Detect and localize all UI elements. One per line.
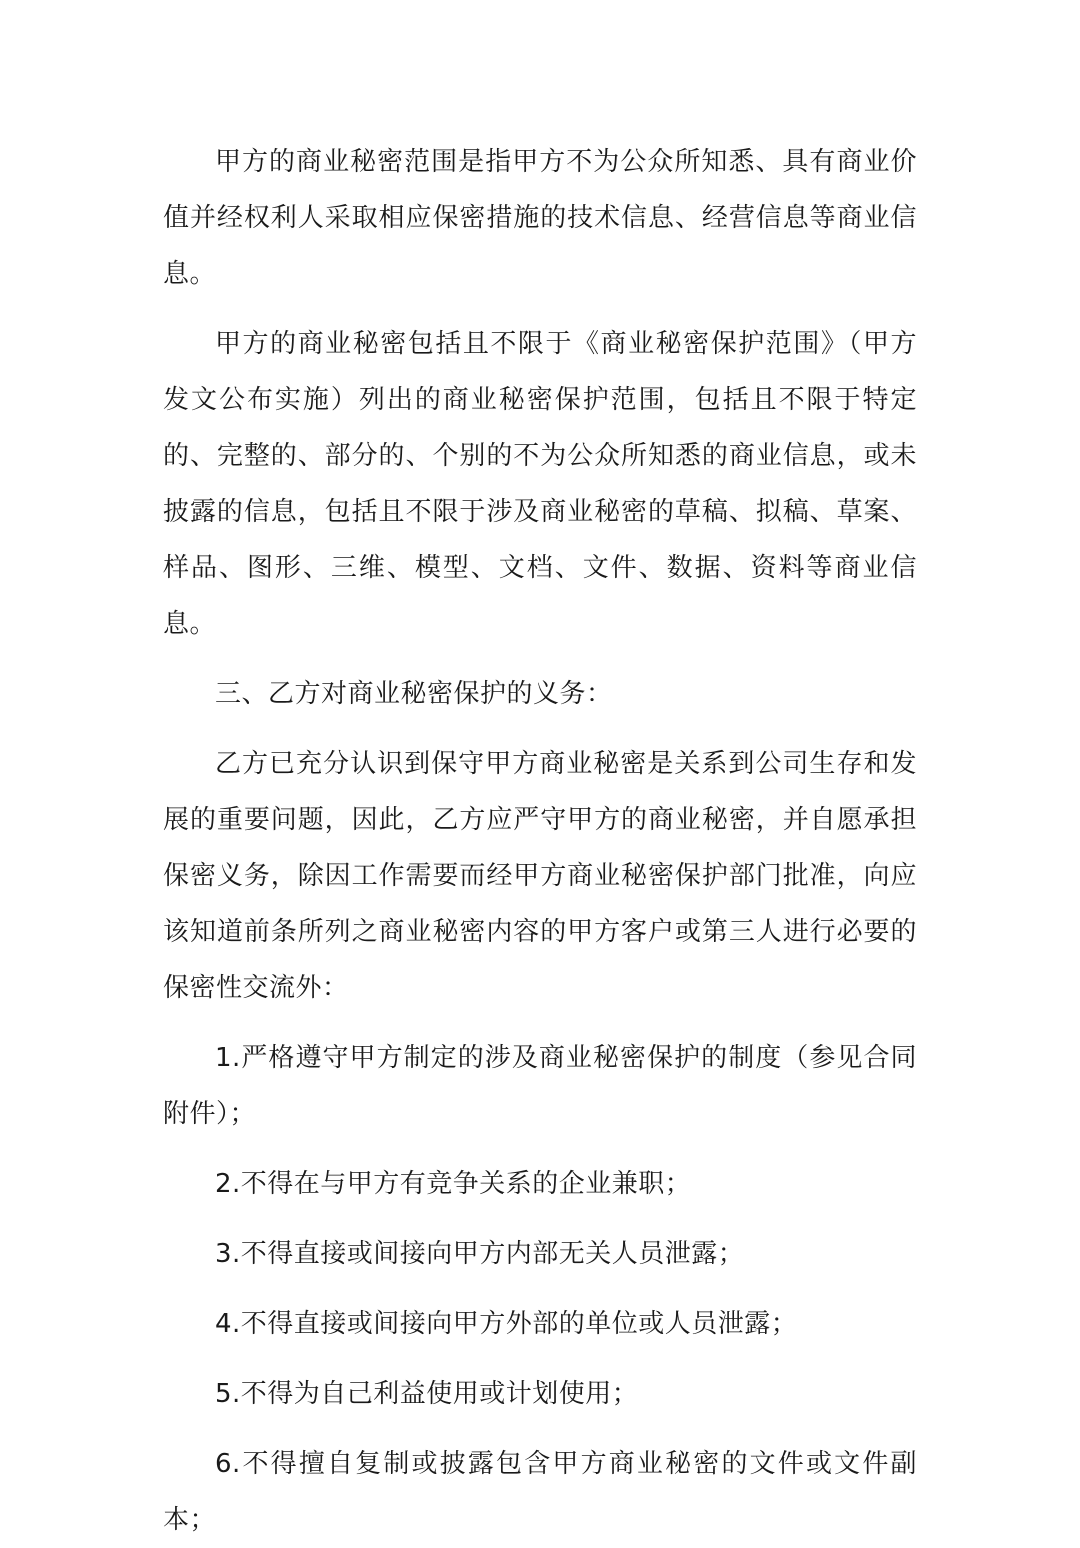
document-page <box>163 134 917 1548</box>
list-item-3: 3.不得直接或间接向甲方内部无关人员泄露； <box>215 1239 745 1269</box>
list-item-4: 4.不得直接或间接向甲方外部的单位或人员泄露； <box>215 1309 798 1339</box>
section-heading-obligations: 三、乙方对商业秘密保护的义务： <box>215 679 613 709</box>
list-item-2: 2.不得在与甲方有竞争关系的企业兼职； <box>215 1169 692 1199</box>
paragraph-scope-contents: 甲方的商业秘密包括且不限于《商业秘密保护范围》（甲方发文公布实施）列出的商业秘密保护范围，包括且不限于特定的、完整的、部分的、个别的不为公众所知悉的商业信息，或未披露的信息，包括且不限于涉及商业秘密的草稿、拟稿、草案、样品、图形、三维、模型、文档、文件、数据、资料等商业信息。 <box>163 329 917 639</box>
list-item-1: 1.严格遵守甲方制定的涉及商业秘密保护的制度（参见合同附件）； <box>163 1043 917 1129</box>
list-item-6: 6.不得擅自复制或披露包含甲方商业秘密的文件或文件副本； <box>163 1449 917 1535</box>
list-item-5: 5.不得为自己利益使用或计划使用； <box>215 1379 639 1409</box>
paragraph-scope-definition: 甲方的商业秘密范围是指甲方不为公众所知悉、具有商业价值并经权利人采取相应保密措施的技术信息、经营信息等商业信息。 <box>163 147 917 289</box>
paragraph-obligations-intro: 乙方已充分认识到保守甲方商业秘密是关系到公司生存和发展的重要问题，因此，乙方应严守甲方的商业秘密，并自愿承担保密义务，除因工作需要而经甲方商业秘密保护部门批准，向应该知道前条所列之商业秘密内容的甲方客户或第三人进行必要的保密性交流外： <box>163 749 917 1003</box>
